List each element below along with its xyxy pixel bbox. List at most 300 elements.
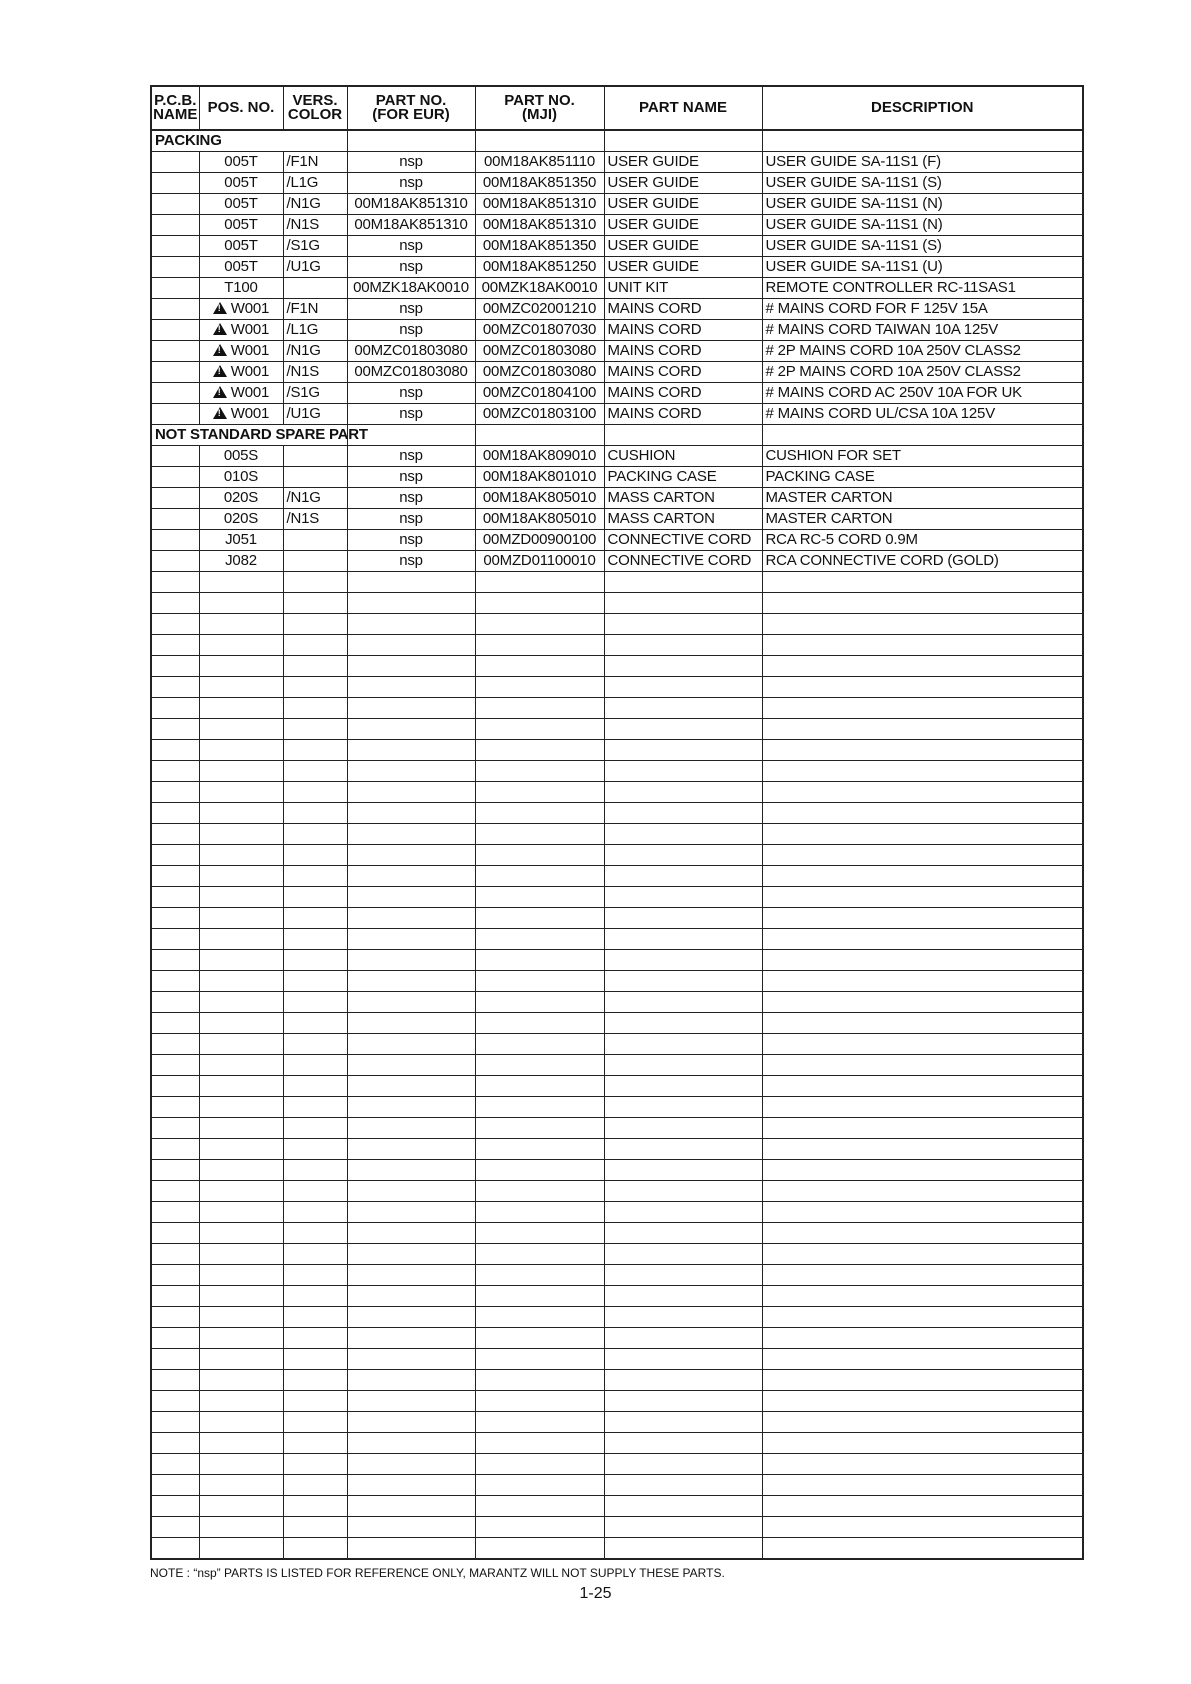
empty-cell	[283, 1076, 347, 1097]
empty-cell	[762, 1433, 1083, 1454]
empty-cell	[762, 1538, 1083, 1560]
empty-cell	[199, 1118, 283, 1139]
empty-cell	[151, 1013, 199, 1034]
empty-cell	[283, 1538, 347, 1560]
empty-cell	[604, 824, 762, 845]
table-row	[151, 299, 1083, 320]
table-row	[151, 320, 1083, 341]
table-row	[151, 509, 1083, 530]
part-no-mji-cell: 00M18AK851350	[475, 173, 604, 194]
empty-cell	[347, 1139, 475, 1160]
empty-row	[151, 1013, 1083, 1034]
empty-row	[151, 1244, 1083, 1265]
empty-row	[151, 971, 1083, 992]
empty-cell	[762, 425, 1083, 446]
empty-cell	[475, 761, 604, 782]
empty-cell	[199, 1013, 283, 1034]
empty-cell	[151, 740, 199, 761]
empty-cell	[762, 782, 1083, 803]
version-cell	[283, 551, 347, 572]
empty-cell	[475, 593, 604, 614]
pos-no-cell	[199, 509, 283, 530]
empty-row	[151, 1517, 1083, 1538]
empty-cell	[475, 1349, 604, 1370]
empty-cell	[762, 1475, 1083, 1496]
part-no-mji-cell: 00MZD00900100	[475, 530, 604, 551]
empty-cell	[283, 719, 347, 740]
pcb-name-cell	[151, 173, 199, 194]
empty-cell	[283, 1034, 347, 1055]
empty-cell	[151, 908, 199, 929]
empty-cell	[347, 761, 475, 782]
empty-cell	[283, 1433, 347, 1454]
empty-cell	[762, 719, 1083, 740]
table-row	[151, 152, 1083, 173]
empty-cell	[604, 866, 762, 887]
empty-cell	[151, 1517, 199, 1538]
empty-cell	[762, 740, 1083, 761]
empty-cell	[151, 719, 199, 740]
empty-cell	[151, 1538, 199, 1560]
empty-cell	[151, 929, 199, 950]
pos-no-cell	[199, 320, 283, 341]
empty-cell	[762, 1517, 1083, 1538]
empty-cell	[347, 1454, 475, 1475]
empty-cell	[283, 1055, 347, 1076]
empty-cell	[762, 971, 1083, 992]
empty-cell	[762, 1286, 1083, 1307]
header-vers-line2: COLOR	[287, 106, 343, 123]
empty-cell	[762, 1160, 1083, 1181]
description-cell: CUSHION FOR SET	[762, 446, 1083, 467]
part-name-cell: MAINS CORD	[604, 341, 762, 362]
empty-cell	[151, 971, 199, 992]
description-cell: PACKING CASE	[762, 467, 1083, 488]
empty-cell	[475, 1538, 604, 1560]
empty-cell	[475, 1034, 604, 1055]
empty-cell	[475, 130, 604, 152]
empty-cell	[283, 1328, 347, 1349]
header-pcb-name	[151, 86, 199, 130]
pos-no-cell	[199, 278, 283, 299]
empty-cell	[283, 1265, 347, 1286]
empty-row	[151, 740, 1083, 761]
empty-cell	[283, 593, 347, 614]
version-cell: /F1N	[283, 299, 347, 320]
table-row	[151, 383, 1083, 404]
pos-no-text: W001	[230, 384, 270, 401]
version-cell: /N1G	[283, 194, 347, 215]
empty-cell	[604, 1307, 762, 1328]
empty-cell	[762, 887, 1083, 908]
empty-cell	[347, 908, 475, 929]
pos-no-text: J051	[225, 531, 257, 548]
header-description: DESCRIPTION	[762, 86, 1083, 130]
pos-no-text: W001	[230, 342, 270, 359]
empty-cell	[762, 908, 1083, 929]
empty-cell	[199, 740, 283, 761]
empty-cell	[604, 1055, 762, 1076]
empty-cell	[604, 1223, 762, 1244]
empty-cell	[475, 992, 604, 1013]
empty-cell	[475, 1118, 604, 1139]
empty-cell	[347, 929, 475, 950]
empty-cell	[283, 614, 347, 635]
table-row	[151, 215, 1083, 236]
empty-cell	[151, 698, 199, 719]
empty-cell	[283, 1307, 347, 1328]
pos-no-cell	[199, 362, 283, 383]
version-cell: /N1G	[283, 341, 347, 362]
empty-cell	[283, 908, 347, 929]
safety-warning-icon	[213, 323, 227, 335]
empty-cell	[475, 824, 604, 845]
empty-cell	[347, 1433, 475, 1454]
description-cell: MASTER CARTON	[762, 509, 1083, 530]
part-name-cell: PACKING CASE	[604, 467, 762, 488]
empty-cell	[199, 950, 283, 971]
empty-cell	[604, 782, 762, 803]
empty-cell	[283, 1286, 347, 1307]
part-name-cell: USER GUIDE	[604, 152, 762, 173]
version-cell: /N1S	[283, 215, 347, 236]
empty-cell	[762, 572, 1083, 593]
pos-no-text: W001	[230, 300, 270, 317]
pos-no-text: 020S	[223, 489, 259, 506]
version-cell: /S1G	[283, 383, 347, 404]
empty-cell	[475, 1412, 604, 1433]
empty-cell	[199, 1517, 283, 1538]
version-cell: /L1G	[283, 320, 347, 341]
pos-no-cell	[199, 341, 283, 362]
empty-cell	[199, 887, 283, 908]
pos-no-text: W001	[230, 405, 270, 422]
empty-row	[151, 950, 1083, 971]
empty-cell	[475, 887, 604, 908]
empty-cell	[199, 971, 283, 992]
pcb-name-cell	[151, 551, 199, 572]
part-no-eur-cell: nsp	[347, 551, 475, 572]
empty-row	[151, 1307, 1083, 1328]
empty-cell	[762, 1118, 1083, 1139]
description-cell: USER GUIDE SA-11S1 (S)	[762, 236, 1083, 257]
version-cell	[283, 467, 347, 488]
empty-cell	[475, 635, 604, 656]
part-no-eur-cell: nsp	[347, 320, 475, 341]
empty-cell	[475, 1160, 604, 1181]
empty-cell	[347, 1118, 475, 1139]
empty-cell	[283, 950, 347, 971]
empty-cell	[604, 656, 762, 677]
pos-no-cell	[199, 194, 283, 215]
empty-cell	[604, 572, 762, 593]
empty-cell	[475, 1076, 604, 1097]
description-cell: RCA RC-5 CORD 0.9M	[762, 530, 1083, 551]
empty-cell	[347, 782, 475, 803]
description-cell: # MAINS CORD UL/CSA 10A 125V	[762, 404, 1083, 425]
empty-cell	[283, 1454, 347, 1475]
empty-cell	[475, 929, 604, 950]
pos-no-text: W001	[230, 363, 270, 380]
empty-row	[151, 1139, 1083, 1160]
empty-cell	[199, 1055, 283, 1076]
empty-cell	[475, 1307, 604, 1328]
empty-cell	[347, 677, 475, 698]
empty-cell	[475, 1286, 604, 1307]
empty-cell	[762, 1181, 1083, 1202]
version-cell	[283, 530, 347, 551]
empty-cell	[347, 866, 475, 887]
empty-cell	[347, 1097, 475, 1118]
empty-cell	[762, 1076, 1083, 1097]
empty-cell	[199, 1412, 283, 1433]
header-vers-color	[283, 86, 347, 130]
empty-cell	[151, 1097, 199, 1118]
part-no-mji-cell: 00MZC01803080	[475, 362, 604, 383]
empty-cell	[151, 824, 199, 845]
empty-cell	[199, 1286, 283, 1307]
empty-cell	[762, 1328, 1083, 1349]
version-cell: /N1S	[283, 509, 347, 530]
empty-cell	[347, 635, 475, 656]
empty-cell	[283, 1244, 347, 1265]
description-cell: # 2P MAINS CORD 10A 250V CLASS2	[762, 341, 1083, 362]
empty-cell	[604, 1160, 762, 1181]
empty-row	[151, 908, 1083, 929]
safety-warning-icon	[213, 386, 227, 398]
empty-cell	[199, 572, 283, 593]
empty-cell	[283, 635, 347, 656]
empty-cell	[604, 719, 762, 740]
part-no-eur-cell: 00M18AK851310	[347, 215, 475, 236]
empty-cell	[762, 1370, 1083, 1391]
pcb-name-cell	[151, 467, 199, 488]
empty-cell	[347, 1370, 475, 1391]
empty-cell	[762, 950, 1083, 971]
empty-cell	[283, 1118, 347, 1139]
pcb-name-cell	[151, 488, 199, 509]
empty-cell	[604, 740, 762, 761]
empty-cell	[762, 845, 1083, 866]
empty-cell	[475, 425, 604, 446]
pos-no-cell	[199, 152, 283, 173]
table-row	[151, 551, 1083, 572]
pcb-name-cell	[151, 194, 199, 215]
empty-cell	[604, 698, 762, 719]
empty-cell	[475, 1055, 604, 1076]
empty-cell	[199, 1454, 283, 1475]
empty-cell	[283, 992, 347, 1013]
empty-cell	[151, 1202, 199, 1223]
empty-cell	[283, 803, 347, 824]
empty-cell	[199, 719, 283, 740]
empty-cell	[151, 1475, 199, 1496]
part-no-eur-cell: 00MZK18AK0010	[347, 278, 475, 299]
empty-cell	[199, 1139, 283, 1160]
part-no-eur-cell: nsp	[347, 152, 475, 173]
empty-row	[151, 866, 1083, 887]
empty-cell	[762, 803, 1083, 824]
empty-cell	[762, 992, 1083, 1013]
empty-cell	[199, 1097, 283, 1118]
empty-cell	[283, 1097, 347, 1118]
pcb-name-cell	[151, 320, 199, 341]
empty-cell	[475, 1223, 604, 1244]
part-no-eur-cell: nsp	[347, 467, 475, 488]
empty-cell	[199, 1433, 283, 1454]
empty-cell	[604, 677, 762, 698]
description-cell: # MAINS CORD AC 250V 10A FOR UK	[762, 383, 1083, 404]
empty-cell	[762, 1244, 1083, 1265]
empty-cell	[604, 425, 762, 446]
empty-cell	[199, 1160, 283, 1181]
empty-cell	[762, 1307, 1083, 1328]
empty-cell	[604, 1202, 762, 1223]
empty-row	[151, 929, 1083, 950]
empty-cell	[604, 593, 762, 614]
empty-cell	[151, 866, 199, 887]
part-no-eur-cell: nsp	[347, 530, 475, 551]
pos-no-text: 005T	[224, 174, 258, 191]
part-name-cell: USER GUIDE	[604, 257, 762, 278]
empty-row	[151, 992, 1083, 1013]
empty-cell	[199, 1496, 283, 1517]
table-row	[151, 446, 1083, 467]
part-name-cell: MAINS CORD	[604, 383, 762, 404]
empty-cell	[604, 1286, 762, 1307]
empty-cell	[283, 1349, 347, 1370]
empty-cell	[475, 782, 604, 803]
empty-cell	[151, 1349, 199, 1370]
empty-row	[151, 887, 1083, 908]
empty-cell	[475, 1433, 604, 1454]
empty-row	[151, 1496, 1083, 1517]
pos-no-cell	[199, 446, 283, 467]
empty-cell	[347, 1265, 475, 1286]
table-row	[151, 362, 1083, 383]
empty-cell	[151, 1139, 199, 1160]
empty-row	[151, 1349, 1083, 1370]
pcb-name-cell	[151, 509, 199, 530]
empty-cell	[199, 1223, 283, 1244]
header-part-eur-line2: (FOR EUR)	[372, 106, 450, 123]
empty-cell	[347, 572, 475, 593]
part-no-mji-cell: 00M18AK851110	[475, 152, 604, 173]
part-no-eur-cell: nsp	[347, 488, 475, 509]
empty-cell	[604, 971, 762, 992]
empty-cell	[604, 1118, 762, 1139]
empty-row	[151, 824, 1083, 845]
empty-cell	[762, 698, 1083, 719]
empty-row	[151, 1097, 1083, 1118]
empty-cell	[283, 740, 347, 761]
empty-cell	[199, 1076, 283, 1097]
empty-cell	[283, 971, 347, 992]
empty-cell	[347, 656, 475, 677]
header-pcb-name-line2: NAME	[153, 106, 198, 123]
table-row	[151, 257, 1083, 278]
pos-no-text: J082	[225, 552, 257, 569]
empty-row	[151, 1265, 1083, 1286]
part-no-mji-cell: 00M18AK809010	[475, 446, 604, 467]
empty-cell	[347, 1286, 475, 1307]
empty-row	[151, 1181, 1083, 1202]
header-part-mji-line2: (MJI)	[522, 106, 557, 123]
section-header-row	[151, 425, 1083, 446]
empty-cell	[475, 1391, 604, 1412]
safety-warning-icon	[213, 365, 227, 377]
empty-cell	[151, 782, 199, 803]
empty-cell	[475, 1097, 604, 1118]
empty-cell	[604, 1076, 762, 1097]
empty-cell	[199, 1034, 283, 1055]
description-cell: # MAINS CORD FOR F 125V 15A	[762, 299, 1083, 320]
header-part-mji-line1: PART NO.	[504, 92, 575, 109]
empty-cell	[199, 1349, 283, 1370]
empty-cell	[199, 992, 283, 1013]
part-no-mji-cell: 00M18AK851350	[475, 236, 604, 257]
empty-cell	[604, 845, 762, 866]
empty-cell	[475, 656, 604, 677]
pcb-name-cell	[151, 446, 199, 467]
part-no-mji-cell: 00MZD01100010	[475, 551, 604, 572]
empty-cell	[347, 1307, 475, 1328]
empty-row	[151, 656, 1083, 677]
empty-row	[151, 593, 1083, 614]
empty-cell	[475, 1202, 604, 1223]
version-cell: /U1G	[283, 404, 347, 425]
empty-cell	[347, 1496, 475, 1517]
empty-cell	[347, 845, 475, 866]
empty-cell	[151, 1412, 199, 1433]
empty-cell	[283, 572, 347, 593]
empty-row	[151, 1034, 1083, 1055]
pos-no-cell	[199, 404, 283, 425]
empty-cell	[347, 698, 475, 719]
empty-cell	[151, 1454, 199, 1475]
empty-cell	[604, 1139, 762, 1160]
empty-cell	[604, 1496, 762, 1517]
empty-cell	[283, 656, 347, 677]
empty-cell	[199, 803, 283, 824]
empty-cell	[283, 1139, 347, 1160]
empty-cell	[475, 1244, 604, 1265]
empty-cell	[347, 1412, 475, 1433]
description-cell: USER GUIDE SA-11S1 (U)	[762, 257, 1083, 278]
empty-cell	[762, 1097, 1083, 1118]
empty-cell	[604, 1244, 762, 1265]
part-name-cell: MASS CARTON	[604, 488, 762, 509]
empty-cell	[151, 1370, 199, 1391]
empty-cell	[347, 1055, 475, 1076]
empty-cell	[151, 656, 199, 677]
empty-row	[151, 1391, 1083, 1412]
safety-warning-icon	[213, 407, 227, 419]
empty-cell	[347, 1538, 475, 1560]
part-no-mji-cell: 00M18AK851310	[475, 215, 604, 236]
table-header	[151, 86, 1083, 130]
empty-cell	[604, 1265, 762, 1286]
pos-no-cell	[199, 488, 283, 509]
empty-cell	[199, 761, 283, 782]
empty-cell	[762, 1391, 1083, 1412]
part-no-eur-cell: nsp	[347, 404, 475, 425]
table-body	[151, 130, 1083, 1559]
pcb-name-cell	[151, 278, 199, 299]
empty-cell	[283, 1370, 347, 1391]
empty-row	[151, 1433, 1083, 1454]
empty-cell	[151, 1055, 199, 1076]
